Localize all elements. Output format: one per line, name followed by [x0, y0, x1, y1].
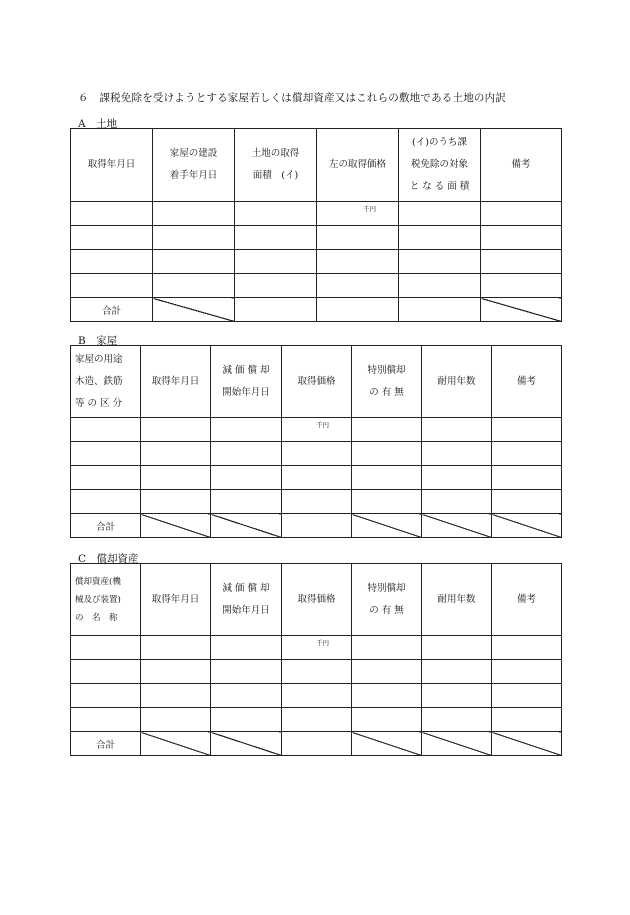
building-table: [70, 345, 562, 538]
asset-col-name: 償却資産(機 械及び装置) の 名 称: [71, 564, 141, 636]
asset-col-depreciation-start: 減 価 償 却 開始年月日: [211, 564, 282, 636]
diagonal-cell: [481, 298, 562, 322]
unit-label: 千円: [316, 639, 329, 647]
diagonal-cell: [492, 732, 562, 756]
land-table: [70, 128, 562, 322]
diagonal-cell: [211, 732, 282, 756]
table-row: [71, 274, 562, 298]
land-col-remarks: 備考: [481, 129, 562, 202]
building-col-useful-life: 耐用年数: [422, 346, 492, 418]
diagonal-cell: [141, 514, 211, 538]
building-col-depreciation-start: 減 価 償 却 開始年月日: [211, 346, 282, 418]
unit-label: 千円: [316, 421, 329, 429]
land-col-price: 左の取得価格: [317, 129, 399, 202]
section-a-label: A 土地: [78, 118, 118, 130]
diagonal-cell: [352, 732, 422, 756]
building-col-acq-date: 取得年月日: [141, 346, 211, 418]
total-label: 合計: [71, 298, 153, 322]
table-row: [71, 250, 562, 274]
total-label: 合計: [71, 732, 141, 756]
diagonal-cell: [422, 732, 492, 756]
asset-col-acq-date: 取得年月日: [141, 564, 211, 636]
table-row: [71, 636, 562, 660]
asset-table: [70, 563, 562, 756]
building-col-special-depreciation: 特別償却 の 有 無: [352, 346, 422, 418]
building-header-row: [71, 346, 562, 418]
land-header-row: [71, 129, 562, 202]
asset-header-row: [71, 564, 562, 636]
section-c-label: C 償却資産: [78, 553, 139, 565]
asset-total-row: [71, 732, 562, 756]
table-row: [71, 442, 562, 466]
unit-label: 千円: [363, 205, 376, 213]
asset-col-special-depreciation: 特別償却 の 有 無: [352, 564, 422, 636]
diagonal-cell: [352, 514, 422, 538]
building-total-row: [71, 514, 562, 538]
building-col-price: 取得価格: [282, 346, 352, 418]
total-label: 合計: [71, 514, 141, 538]
diagonal-cell: [492, 514, 562, 538]
section-b-label: B 家屋: [78, 335, 118, 347]
land-col-exempt-area: (イ)のうち課 税免除の対象 と な る 面 積: [399, 129, 481, 202]
diagonal-cell: [211, 514, 282, 538]
land-total-row: [71, 298, 562, 322]
table-row: [71, 660, 562, 684]
land-col-acq-date: 取得年月日: [71, 129, 153, 202]
land-col-construction-start: 家屋の建設 着手年月日: [153, 129, 235, 202]
land-col-area: 土地の取得 面積 (イ): [235, 129, 317, 202]
table-row: [71, 202, 562, 226]
building-col-remarks: 備考: [492, 346, 562, 418]
building-col-usage: 家屋の用途 木造、鉄筋 等 の 区 分: [71, 346, 141, 418]
table-row: [71, 708, 562, 732]
asset-col-useful-life: 耐用年数: [422, 564, 492, 636]
diagonal-cell: [141, 732, 211, 756]
table-row: [71, 418, 562, 442]
page-title: ６ 課税免除を受けようとする家屋若しくは償却資産又はこれらの敷地である土地の内訳: [78, 92, 506, 104]
table-row: [71, 466, 562, 490]
diagonal-cell: [153, 298, 235, 322]
diagonal-cell: [422, 514, 492, 538]
asset-col-remarks: 備考: [492, 564, 562, 636]
table-row: [71, 684, 562, 708]
table-row: [71, 226, 562, 250]
table-row: [71, 490, 562, 514]
asset-col-price: 取得価格: [282, 564, 352, 636]
